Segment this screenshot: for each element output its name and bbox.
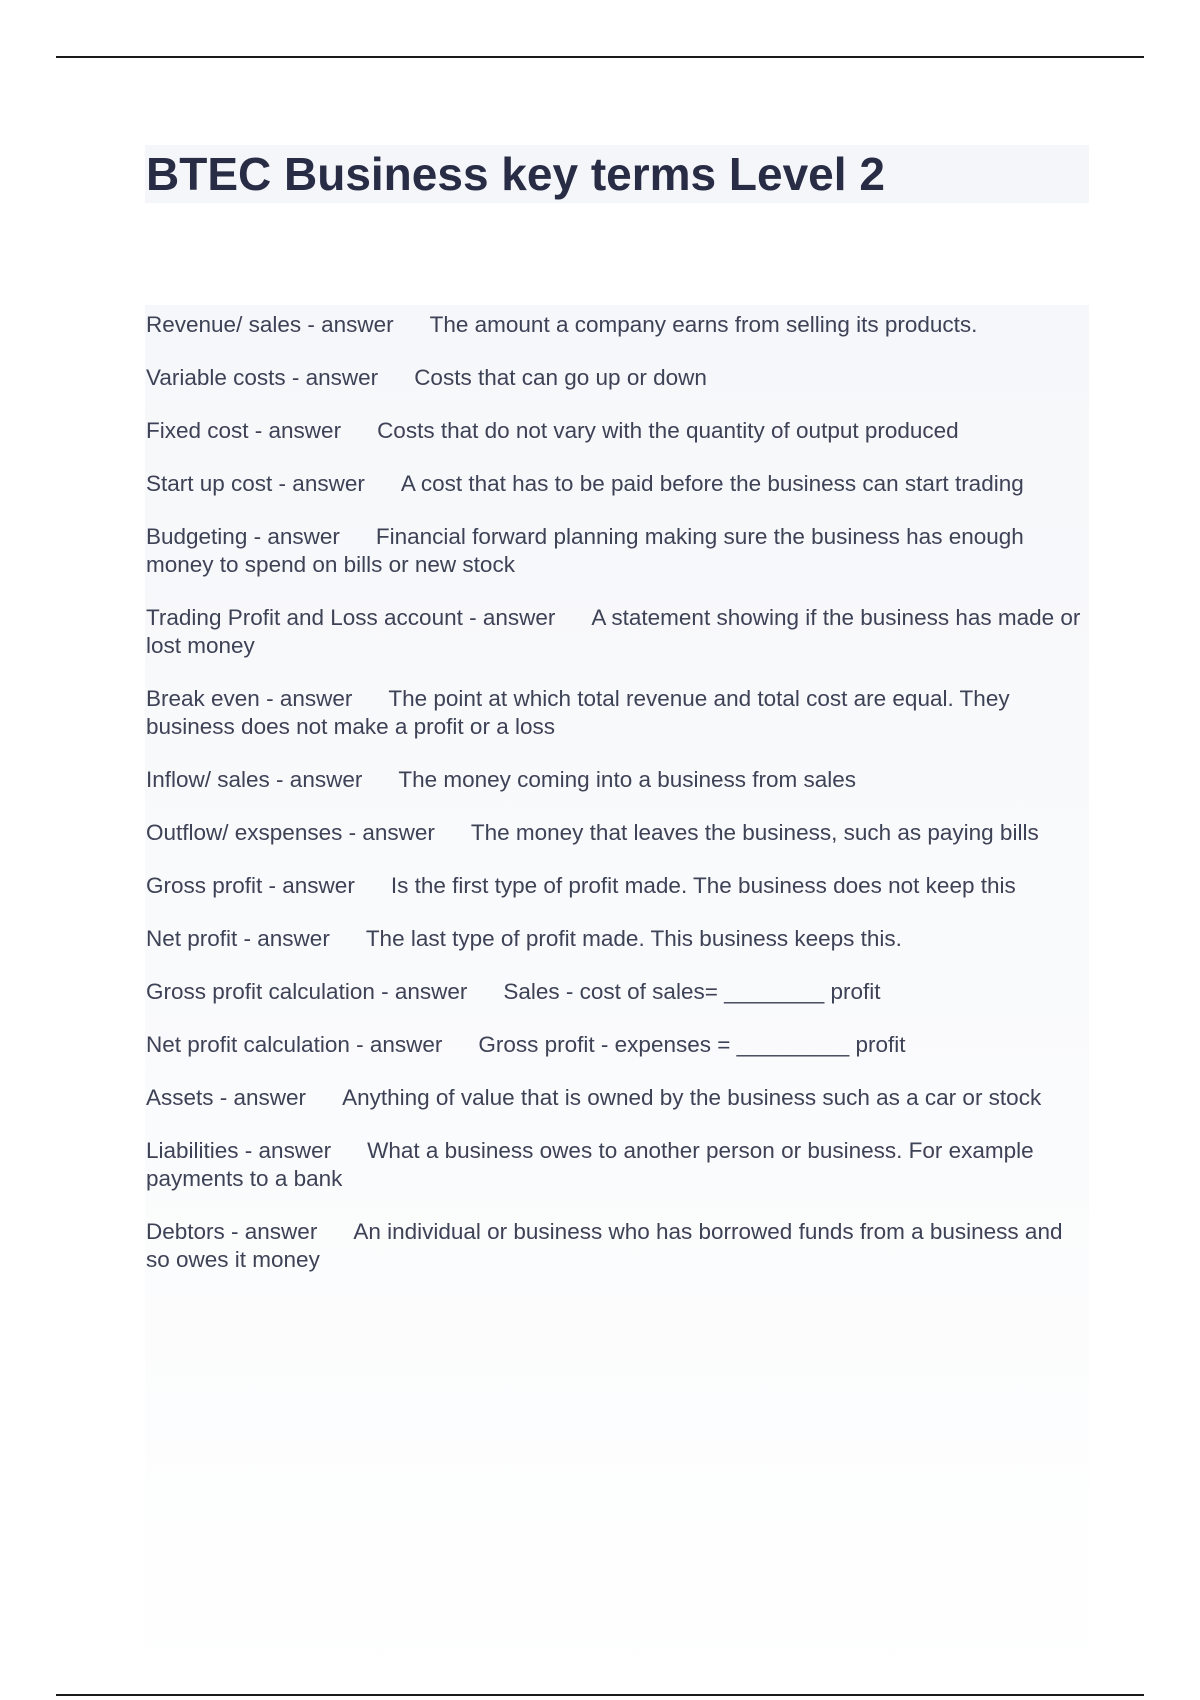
term-definition: Sales - cost of sales= ________ profit (503, 979, 881, 1004)
term-definition: Gross profit - expenses = _________ profit (478, 1032, 906, 1057)
term-label: Liabilities - answer (146, 1138, 332, 1163)
term-definition: Costs that can go up or down (414, 365, 707, 390)
term-item (146, 1137, 1086, 1193)
term-label: Net profit - answer (146, 926, 330, 951)
term-label: Assets - answer (146, 1085, 307, 1110)
term-definition: What a business owes to another person or business. For example payments to a bank (146, 1138, 1034, 1191)
term-definition: The money coming into a business from sales (398, 767, 857, 792)
term-definition: Is the first type of profit made. The business does not keep this (390, 873, 1016, 898)
term-definition: An individual or business who has borrowed funds from a business and so owes it money (146, 1219, 1063, 1272)
bottom-rule (56, 1694, 1144, 1696)
term-definition: The point at which total revenue and total cost are equal. They business does not make a profit or a loss (146, 686, 1010, 739)
term-label: Trading Profit and Loss account - answer (146, 605, 556, 630)
term-definition: Anything of value that is owned by the business such as a car or stock (342, 1085, 1042, 1110)
term-item (146, 685, 1086, 741)
term-item (146, 1084, 1086, 1112)
term-item (146, 819, 1086, 847)
term-item (146, 417, 1086, 445)
term-label: Debtors - answer (146, 1219, 318, 1244)
term-label: Gross profit calculation - answer (146, 979, 468, 1004)
term-definition: The last type of profit made. This business keeps this. (365, 926, 902, 951)
term-item (146, 1031, 1086, 1059)
term-item (146, 364, 1086, 392)
term-label: Net profit calculation - answer (146, 1032, 443, 1057)
term-label: Outflow/ exspenses - answer (146, 820, 435, 845)
term-definition: The money that leaves the business, such as paying bills (470, 820, 1039, 845)
key-terms-list (146, 311, 1086, 1299)
term-label: Inflow/ sales - answer (146, 767, 363, 792)
top-rule (56, 56, 1144, 58)
term-item (146, 1218, 1086, 1274)
page-title: BTEC Business key terms Level 2 (146, 148, 885, 200)
term-item (146, 766, 1086, 794)
term-item (146, 311, 1086, 339)
term-item (146, 925, 1086, 953)
term-definition: The amount a company earns from selling its products. (429, 312, 978, 337)
term-item (146, 872, 1086, 900)
term-item (146, 470, 1086, 498)
term-definition: Costs that do not vary with the quantity of output produced (377, 418, 959, 443)
term-label: Gross profit - answer (146, 873, 355, 898)
term-label: Break even - answer (146, 686, 353, 711)
term-definition: A cost that has to be paid before the business can start trading (400, 471, 1024, 496)
term-label: Budgeting - answer (146, 524, 340, 549)
term-label: Variable costs - answer (146, 365, 379, 390)
term-label: Revenue/ sales - answer (146, 312, 394, 337)
term-definition: A statement showing if the business has made or lost money (146, 605, 1081, 658)
term-label: Fixed cost - answer (146, 418, 342, 443)
term-item (146, 604, 1086, 660)
term-item (146, 978, 1086, 1006)
term-definition: Financial forward planning making sure the business has enough money to spend on bills or new stock (146, 524, 1024, 577)
term-item (146, 523, 1086, 579)
term-label: Start up cost - answer (146, 471, 365, 496)
